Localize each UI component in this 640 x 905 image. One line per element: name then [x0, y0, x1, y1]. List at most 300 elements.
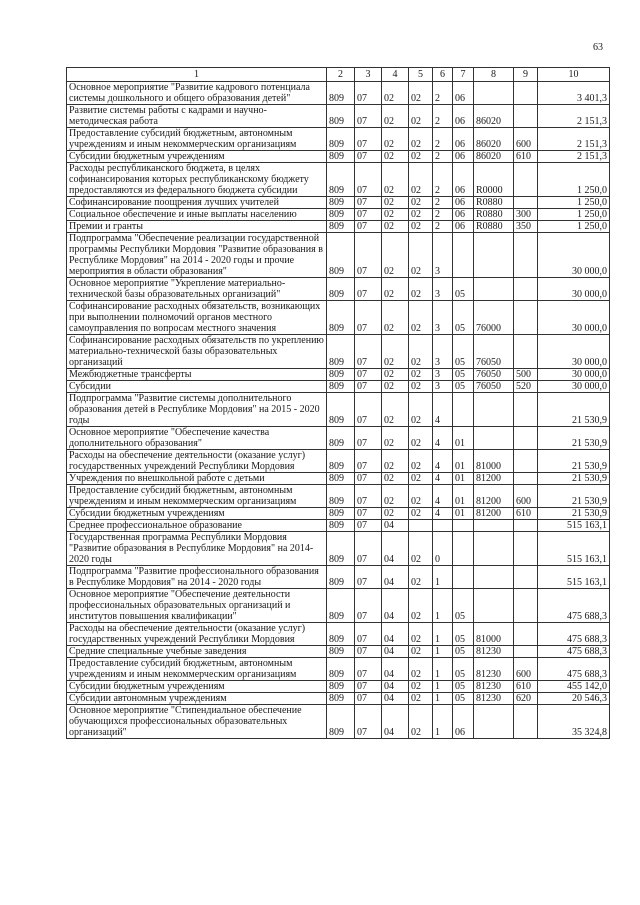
cell-activity: 01 — [453, 485, 474, 508]
cell-ministry: 809 — [327, 427, 355, 450]
cell-sum: 1 250,0 — [538, 209, 610, 221]
cell-ministry: 809 — [327, 681, 355, 693]
cell-expense-type — [514, 566, 538, 589]
cell-sum: 21 530,9 — [538, 485, 610, 508]
cell-activity: 06 — [453, 128, 474, 151]
cell-direction: 81200 — [474, 473, 514, 485]
cell-direction: 76050 — [474, 381, 514, 393]
table-row — [67, 82, 610, 105]
cell-section: 07 — [355, 658, 382, 681]
cell-subprogram: 2 — [433, 105, 453, 128]
cell-ministry: 809 — [327, 381, 355, 393]
cell-ministry: 809 — [327, 705, 355, 739]
cell-expense-type: 620 — [514, 693, 538, 705]
cell-name: Основное мероприятие "Обеспечение качества дополнительного образования" — [67, 427, 327, 450]
cell-name: Подпрограмма "Развитие системы дополнительного образования детей в Республике Мордовия" на 2015 - 2020 годы — [67, 393, 327, 427]
cell-activity: 01 — [453, 508, 474, 520]
cell-program: 02 — [409, 151, 433, 163]
cell-ministry: 809 — [327, 393, 355, 427]
cell-section: 07 — [355, 393, 382, 427]
table-row — [67, 151, 610, 163]
page-number: 63 — [593, 42, 603, 53]
cell-expense-type — [514, 623, 538, 646]
cell-name: Подпрограмма "Обеспечение реализации государственной программы Республики Мордовия "Развитие образования в Республике Мордовия" на 2014 - 2020 годы и прочие мероприятия в области образования" — [67, 233, 327, 278]
cell-activity: 01 — [453, 427, 474, 450]
cell-subsection: 04 — [382, 681, 409, 693]
cell-program: 02 — [409, 369, 433, 381]
cell-name: Субсидии бюджетным учреждениям — [67, 151, 327, 163]
cell-expense-type — [514, 335, 538, 369]
cell-direction — [474, 589, 514, 623]
cell-sum: 30 000,0 — [538, 381, 610, 393]
cell-ministry: 809 — [327, 508, 355, 520]
table-row — [67, 163, 610, 197]
cell-section: 07 — [355, 128, 382, 151]
table-row — [67, 221, 610, 233]
cell-activity: 01 — [453, 473, 474, 485]
cell-subsection: 02 — [382, 209, 409, 221]
cell-direction: 81230 — [474, 658, 514, 681]
cell-program: 02 — [409, 233, 433, 278]
cell-subprogram: 3 — [433, 381, 453, 393]
col-header-section: 3 — [355, 68, 382, 82]
cell-sum: 30 000,0 — [538, 278, 610, 301]
cell-section: 07 — [355, 646, 382, 658]
cell-program: 02 — [409, 278, 433, 301]
cell-program: 02 — [409, 381, 433, 393]
table-row — [67, 508, 610, 520]
cell-program: 02 — [409, 693, 433, 705]
cell-ministry: 809 — [327, 450, 355, 473]
cell-name: Расходы на обеспечение деятельности (оказание услуг) государственных учреждений Республики Мордовия — [67, 450, 327, 473]
table-row — [67, 693, 610, 705]
cell-program: 02 — [409, 508, 433, 520]
cell-program: 02 — [409, 301, 433, 335]
cell-ministry: 809 — [327, 623, 355, 646]
cell-section: 07 — [355, 151, 382, 163]
cell-sum: 475 688,3 — [538, 658, 610, 681]
cell-ministry: 809 — [327, 532, 355, 566]
cell-ministry: 809 — [327, 197, 355, 209]
table-row — [67, 301, 610, 335]
cell-ministry: 809 — [327, 658, 355, 681]
cell-section: 07 — [355, 532, 382, 566]
cell-sum: 30 000,0 — [538, 369, 610, 381]
cell-ministry: 809 — [327, 301, 355, 335]
cell-direction: R0880 — [474, 197, 514, 209]
cell-direction — [474, 82, 514, 105]
cell-subprogram: 2 — [433, 128, 453, 151]
cell-activity: 06 — [453, 82, 474, 105]
cell-ministry: 809 — [327, 693, 355, 705]
cell-section: 07 — [355, 221, 382, 233]
cell-subsection: 04 — [382, 693, 409, 705]
cell-section: 07 — [355, 335, 382, 369]
table-row — [67, 381, 610, 393]
cell-expense-type: 350 — [514, 221, 538, 233]
cell-section: 07 — [355, 381, 382, 393]
cell-section: 07 — [355, 233, 382, 278]
cell-direction — [474, 532, 514, 566]
cell-direction: R0880 — [474, 209, 514, 221]
cell-direction — [474, 705, 514, 739]
cell-subprogram: 1 — [433, 589, 453, 623]
cell-direction: 81200 — [474, 485, 514, 508]
cell-expense-type: 600 — [514, 658, 538, 681]
table-row — [67, 705, 610, 739]
cell-name: Субсидии бюджетным учреждениям — [67, 681, 327, 693]
cell-direction: 86020 — [474, 128, 514, 151]
cell-expense-type — [514, 589, 538, 623]
cell-expense-type — [514, 197, 538, 209]
cell-program: 02 — [409, 485, 433, 508]
cell-subsection: 02 — [382, 105, 409, 128]
cell-sum: 30 000,0 — [538, 301, 610, 335]
cell-activity: 05 — [453, 589, 474, 623]
cell-direction — [474, 427, 514, 450]
cell-activity: 06 — [453, 705, 474, 739]
table-row — [67, 589, 610, 623]
cell-direction: R0000 — [474, 163, 514, 197]
cell-subsection: 02 — [382, 82, 409, 105]
table-row — [67, 105, 610, 128]
cell-expense-type — [514, 705, 538, 739]
cell-subprogram: 4 — [433, 508, 453, 520]
cell-name: Софинансирование поощрения лучших учителей — [67, 197, 327, 209]
cell-subsection: 02 — [382, 393, 409, 427]
cell-subprogram: 3 — [433, 301, 453, 335]
table-row — [67, 278, 610, 301]
cell-ministry: 809 — [327, 151, 355, 163]
cell-subsection: 02 — [382, 128, 409, 151]
cell-sum: 21 530,9 — [538, 450, 610, 473]
col-header-direction: 8 — [474, 68, 514, 82]
cell-direction: 81230 — [474, 693, 514, 705]
cell-section: 07 — [355, 82, 382, 105]
cell-name: Предоставление субсидий бюджетным, автономным учреждениям и иным некоммерческим организациям — [67, 658, 327, 681]
cell-ministry: 809 — [327, 473, 355, 485]
cell-subsection: 02 — [382, 485, 409, 508]
cell-subprogram: 4 — [433, 393, 453, 427]
cell-subsection: 02 — [382, 301, 409, 335]
cell-name: Субсидии бюджетным учреждениям — [67, 508, 327, 520]
cell-subprogram: 3 — [433, 335, 453, 369]
cell-program: 02 — [409, 427, 433, 450]
cell-sum: 3 401,3 — [538, 82, 610, 105]
cell-expense-type: 600 — [514, 128, 538, 151]
cell-name: Подпрограмма "Развитие профессионального образования в Республике Мордовия" на 2014 - 2020 годы — [67, 566, 327, 589]
cell-activity: 05 — [453, 658, 474, 681]
cell-activity: 05 — [453, 301, 474, 335]
cell-ministry: 809 — [327, 646, 355, 658]
cell-direction — [474, 278, 514, 301]
cell-subprogram: 2 — [433, 82, 453, 105]
cell-name: Основное мероприятие "Укрепление материально-технической базы образовательных организаций" — [67, 278, 327, 301]
cell-subsection: 02 — [382, 508, 409, 520]
cell-activity: 05 — [453, 335, 474, 369]
cell-section: 07 — [355, 301, 382, 335]
cell-program: 02 — [409, 566, 433, 589]
table-row — [67, 473, 610, 485]
cell-direction: 81230 — [474, 681, 514, 693]
cell-expense-type — [514, 278, 538, 301]
table-row — [67, 197, 610, 209]
cell-ministry: 809 — [327, 82, 355, 105]
cell-sum: 475 688,3 — [538, 623, 610, 646]
cell-subsection: 02 — [382, 335, 409, 369]
cell-expense-type: 610 — [514, 681, 538, 693]
cell-ministry: 809 — [327, 485, 355, 508]
cell-program: 02 — [409, 681, 433, 693]
cell-subprogram: 1 — [433, 705, 453, 739]
cell-activity: 06 — [453, 221, 474, 233]
cell-activity: 05 — [453, 278, 474, 301]
cell-subsection: 04 — [382, 705, 409, 739]
cell-direction: 86020 — [474, 105, 514, 128]
cell-sum: 515 163,1 — [538, 520, 610, 532]
cell-expense-type — [514, 82, 538, 105]
cell-activity: 06 — [453, 151, 474, 163]
cell-activity: 05 — [453, 646, 474, 658]
table-row — [67, 450, 610, 473]
cell-sum: 475 688,3 — [538, 646, 610, 658]
cell-program — [409, 520, 433, 532]
cell-name: Предоставление субсидий бюджетным, автономным учреждениям и иным некоммерческим организациям — [67, 485, 327, 508]
cell-name: Субсидии — [67, 381, 327, 393]
cell-subprogram: 4 — [433, 485, 453, 508]
cell-sum: 515 163,1 — [538, 566, 610, 589]
cell-name: Основное мероприятие "Развитие кадрового потенциала системы дошкольного и общего образования детей" — [67, 82, 327, 105]
cell-subprogram: 2 — [433, 151, 453, 163]
cell-section: 07 — [355, 508, 382, 520]
cell-expense-type: 600 — [514, 485, 538, 508]
cell-direction: 76000 — [474, 301, 514, 335]
cell-expense-type: 610 — [514, 508, 538, 520]
cell-name: Расходы республиканского бюджета, в целях софинансирования которых республиканскому бюджету предоставляются из федерального бюджета субсидии — [67, 163, 327, 197]
cell-section: 07 — [355, 197, 382, 209]
cell-direction: 81000 — [474, 450, 514, 473]
cell-program: 02 — [409, 82, 433, 105]
cell-direction: 76050 — [474, 369, 514, 381]
col-header-ministry: 2 — [327, 68, 355, 82]
cell-sum: 30 000,0 — [538, 335, 610, 369]
cell-program: 02 — [409, 450, 433, 473]
cell-program: 02 — [409, 128, 433, 151]
cell-sum: 21 530,9 — [538, 473, 610, 485]
cell-subprogram: 1 — [433, 646, 453, 658]
cell-subprogram: 1 — [433, 693, 453, 705]
cell-activity: 05 — [453, 381, 474, 393]
cell-expense-type — [514, 450, 538, 473]
cell-program: 02 — [409, 335, 433, 369]
cell-subprogram — [433, 520, 453, 532]
cell-direction: 76050 — [474, 335, 514, 369]
cell-subprogram: 4 — [433, 450, 453, 473]
cell-name: Софинансирование расходных обязательств по укреплению материально-технической базы образовательных организаций — [67, 335, 327, 369]
cell-activity: 05 — [453, 369, 474, 381]
cell-subprogram: 1 — [433, 623, 453, 646]
cell-direction — [474, 566, 514, 589]
table-row — [67, 427, 610, 450]
cell-subsection: 02 — [382, 197, 409, 209]
cell-program: 02 — [409, 646, 433, 658]
cell-section: 07 — [355, 209, 382, 221]
cell-section: 07 — [355, 623, 382, 646]
cell-section: 07 — [355, 520, 382, 532]
cell-subsection: 02 — [382, 450, 409, 473]
col-header-name: 1 — [67, 68, 327, 82]
table-row — [67, 566, 610, 589]
cell-subprogram: 2 — [433, 197, 453, 209]
cell-subprogram: 3 — [433, 369, 453, 381]
cell-expense-type — [514, 301, 538, 335]
cell-name: Премии и гранты — [67, 221, 327, 233]
table-row — [67, 485, 610, 508]
cell-ministry: 809 — [327, 520, 355, 532]
cell-program: 02 — [409, 393, 433, 427]
cell-subprogram: 2 — [433, 209, 453, 221]
cell-ministry: 809 — [327, 105, 355, 128]
cell-activity: 06 — [453, 197, 474, 209]
cell-activity — [453, 566, 474, 589]
cell-section: 07 — [355, 473, 382, 485]
cell-subsection: 04 — [382, 566, 409, 589]
cell-activity: 06 — [453, 163, 474, 197]
cell-activity: 05 — [453, 681, 474, 693]
cell-name: Государственная программа Республики Мордовия "Развитие образования в Республике Мордовия" на 2014-2020 годы — [67, 532, 327, 566]
cell-sum: 455 142,0 — [538, 681, 610, 693]
cell-name: Межбюджетные трансферты — [67, 369, 327, 381]
cell-sum: 2 151,3 — [538, 128, 610, 151]
cell-expense-type — [514, 473, 538, 485]
cell-program: 02 — [409, 532, 433, 566]
cell-name: Развитие системы работы с кадрами и научно-методическая работа — [67, 105, 327, 128]
cell-ministry: 809 — [327, 589, 355, 623]
cell-subprogram: 4 — [433, 473, 453, 485]
col-header-expense-type: 9 — [514, 68, 538, 82]
cell-direction: 86020 — [474, 151, 514, 163]
cell-activity: 06 — [453, 105, 474, 128]
col-header-sum: 10 — [538, 68, 610, 82]
cell-program: 02 — [409, 209, 433, 221]
cell-program: 02 — [409, 105, 433, 128]
table-row — [67, 128, 610, 151]
cell-direction — [474, 520, 514, 532]
cell-section: 07 — [355, 450, 382, 473]
cell-name: Учреждения по внешкольной работе с детьми — [67, 473, 327, 485]
cell-subsection: 04 — [382, 658, 409, 681]
cell-program: 02 — [409, 197, 433, 209]
cell-direction: 81000 — [474, 623, 514, 646]
cell-section: 07 — [355, 681, 382, 693]
cell-section: 07 — [355, 163, 382, 197]
cell-subsection: 02 — [382, 233, 409, 278]
cell-name: Софинансирование расходных обязательств, возникающих при выполнении полномочий органов местного самоуправления по вопросам местного значения — [67, 301, 327, 335]
cell-name: Основное мероприятие "Стипендиальное обеспечение обучающихся профессиональных образовательных организаций" — [67, 705, 327, 739]
cell-sum: 2 151,3 — [538, 105, 610, 128]
cell-ministry: 809 — [327, 566, 355, 589]
table-row — [67, 658, 610, 681]
cell-direction — [474, 393, 514, 427]
table-row — [67, 393, 610, 427]
cell-expense-type — [514, 105, 538, 128]
cell-activity: 01 — [453, 450, 474, 473]
cell-subprogram: 0 — [433, 532, 453, 566]
cell-subsection: 02 — [382, 473, 409, 485]
table-row — [67, 369, 610, 381]
cell-sum: 1 250,0 — [538, 163, 610, 197]
table-row — [67, 209, 610, 221]
cell-name: Среднее профессиональное образование — [67, 520, 327, 532]
cell-activity — [453, 532, 474, 566]
table-row — [67, 623, 610, 646]
cell-activity: 05 — [453, 623, 474, 646]
header-row — [67, 68, 610, 82]
cell-program: 02 — [409, 623, 433, 646]
cell-subsection: 04 — [382, 589, 409, 623]
cell-expense-type — [514, 233, 538, 278]
cell-section: 07 — [355, 693, 382, 705]
cell-ministry: 809 — [327, 233, 355, 278]
cell-sum: 475 688,3 — [538, 589, 610, 623]
table-row — [67, 681, 610, 693]
cell-ministry: 809 — [327, 278, 355, 301]
cell-program: 02 — [409, 705, 433, 739]
cell-program: 02 — [409, 473, 433, 485]
cell-ministry: 809 — [327, 221, 355, 233]
cell-subsection: 04 — [382, 532, 409, 566]
cell-activity — [453, 233, 474, 278]
cell-activity — [453, 520, 474, 532]
cell-section: 07 — [355, 427, 382, 450]
cell-name: Расходы на обеспечение деятельности (оказание услуг) государственных учреждений Республики Мордовия — [67, 623, 327, 646]
table-body — [67, 82, 610, 739]
col-header-subsection: 4 — [382, 68, 409, 82]
cell-ministry: 809 — [327, 128, 355, 151]
cell-subprogram: 4 — [433, 427, 453, 450]
budget-table — [66, 67, 610, 739]
cell-sum: 20 546,3 — [538, 693, 610, 705]
table-row — [67, 233, 610, 278]
table-row — [67, 646, 610, 658]
cell-activity: 06 — [453, 209, 474, 221]
cell-subsection: 02 — [382, 427, 409, 450]
cell-activity: 05 — [453, 693, 474, 705]
cell-sum: 30 000,0 — [538, 233, 610, 278]
cell-sum: 2 151,3 — [538, 151, 610, 163]
cell-expense-type — [514, 646, 538, 658]
cell-ministry: 809 — [327, 369, 355, 381]
cell-sum: 21 530,9 — [538, 393, 610, 427]
cell-section: 07 — [355, 705, 382, 739]
cell-subsection: 02 — [382, 278, 409, 301]
cell-sum: 515 163,1 — [538, 532, 610, 566]
col-header-program: 5 — [409, 68, 433, 82]
cell-expense-type — [514, 532, 538, 566]
cell-direction: R0880 — [474, 221, 514, 233]
cell-section: 07 — [355, 566, 382, 589]
cell-expense-type — [514, 393, 538, 427]
cell-subprogram: 2 — [433, 221, 453, 233]
cell-direction: 81200 — [474, 508, 514, 520]
cell-subsection: 04 — [382, 646, 409, 658]
cell-subprogram: 1 — [433, 681, 453, 693]
cell-expense-type: 610 — [514, 151, 538, 163]
cell-subprogram: 3 — [433, 233, 453, 278]
cell-direction: 81230 — [474, 646, 514, 658]
cell-sum: 1 250,0 — [538, 221, 610, 233]
cell-expense-type — [514, 520, 538, 532]
